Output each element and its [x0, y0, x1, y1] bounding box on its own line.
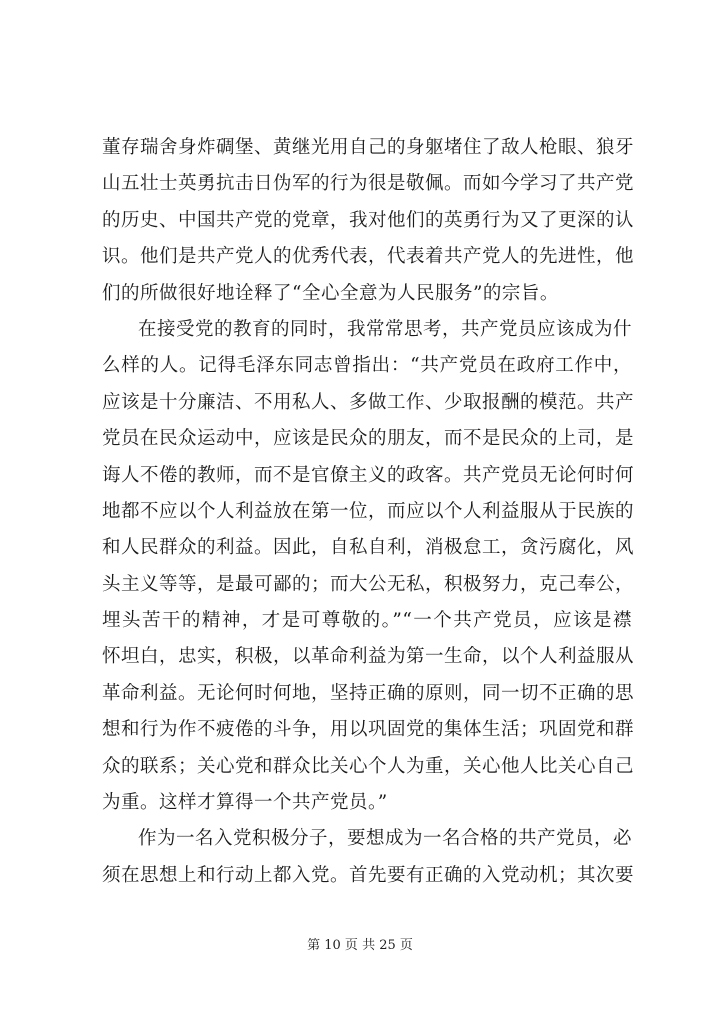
- text-line: 识。他们是共产党人的优秀代表，代表着共产党人的先进性，他: [102, 246, 635, 268]
- text-line: 党员在民众运动中，应该是民众的朋友，而不是民众的上司，是: [102, 428, 635, 450]
- text-line: 怀坦白，忠实，积极，以革命利益为第一生命，以个人利益服从: [102, 646, 635, 668]
- text-line: 埋头苦干的精神，才是可尊敬的。”“一个共产党员，应该是襟: [102, 610, 632, 632]
- text-line: 地都不应以个人利益放在第一位，而应以个人利益服从于民族的: [102, 500, 635, 522]
- text-line: 作为一名入党积极分子，要想成为一名合格的共产党员，必: [138, 828, 633, 850]
- text-line: 董存瑞舍身炸碉堡、黄继光用自己的身躯堵住了敌人枪眼、狼牙: [102, 137, 635, 158]
- text-line: 革命利益。无论何时何地，坚持正确的原则，同一切不正确的思: [102, 682, 635, 704]
- text-line: 和人民群众的利益。因此，自私自利，消极怠工，贪污腐化，风: [102, 537, 635, 559]
- text-line: 众的联系；关心党和群众比关心个人为重，关心他人比关心自己: [102, 755, 635, 777]
- text-line: 么样的人。记得毛泽东同志曾指出：“共产党员在政府工作中，: [102, 355, 632, 377]
- text-line: 想和行为作不疲倦的斗争，用以巩固党的集体生活；巩固党和群: [102, 719, 635, 741]
- text-line: 的历史、中国共产党的党章，我对他们的英勇行为又了更深的认: [102, 209, 635, 231]
- body-text: [102, 130, 635, 894]
- text-line: 为重。这样才算得一个共产党员。”: [102, 792, 388, 814]
- text-line: 山五壮士英勇抗击日伪军的行为很是敬佩。而如今学习了共产党: [102, 173, 635, 195]
- page-footer: 第 10 页 共 25 页: [307, 938, 413, 953]
- text-line: 应该是十分廉洁、不用私人、多做工作、少取报酬的模范。共产: [102, 391, 635, 413]
- text-line: 须在思想上和行动上都入党。首先要有正确的入党动机；其次要: [102, 864, 635, 886]
- text-line: 们的所做很好地诠释了“全心全意为人民服务”的宗旨。: [102, 282, 559, 304]
- text-line: 在接受党的教育的同时，我常常思考，共产党员应该成为什: [138, 318, 633, 340]
- text-line: 诲人不倦的教师，而不是官僚主义的政客。共产党员无论何时何: [102, 464, 635, 486]
- text-line: 头主义等等，是最可鄙的；而大公无私，积极努力，克己奉公，: [102, 573, 635, 595]
